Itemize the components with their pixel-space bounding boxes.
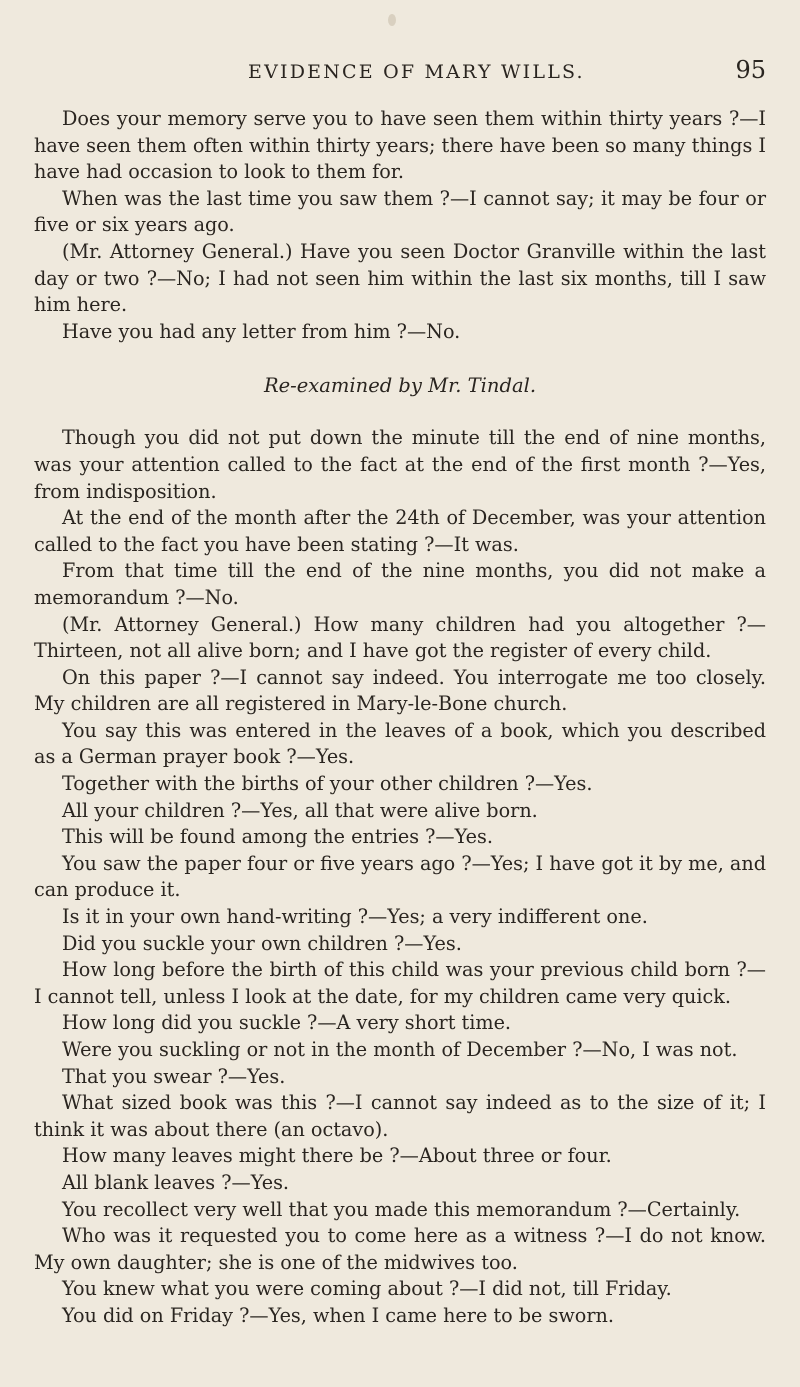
ink-speck	[388, 14, 396, 26]
paragraph: All your children ?—Yes, all that were alive born.	[62, 798, 538, 822]
paragraph: Though you did not put down the minute till the end of nine months, was your attention called to the fact at the end of the first month ?—Yes, from indisposition.	[34, 426, 766, 503]
paragraph: You say this was entered in the leaves of a book, which you described as a German prayer book ?—Yes.	[34, 718, 766, 769]
paragraph: You saw the paper four or five years ago ?—Yes; I have got it by me, and can produce it.	[34, 851, 766, 902]
paragraph: On this paper ?—I cannot say indeed. You interrogate me too closely. My children are all registered in Mary-le-Bone church.	[34, 665, 766, 716]
paragraph: How long before the birth of this child was your previous child born ?—I cannot tell, unless I look at the date, for my children came very quick.	[34, 958, 766, 1008]
page-number: 95	[735, 56, 766, 84]
page-header	[34, 56, 766, 84]
paragraph: All blank leaves ?—Yes.	[62, 1170, 290, 1194]
paragraph: Who was it requested you to come here as a witness ?—I do not know. My own daughter; she is one of the midwives too.	[34, 1224, 766, 1274]
testimony-block-2	[34, 425, 766, 1329]
paragraph: At the end of the month after the 24th of December, was your attention called to the fact you have been stating ?—It was.	[34, 506, 766, 556]
paragraph: Is it in your own hand-writing ?—Yes; a very indifferent one.	[62, 905, 648, 929]
running-title: EVIDENCE OF MARY WILLS.	[248, 61, 585, 83]
paragraph: When was the last time you saw them ?—I cannot say; it may be four or five or six years ago.	[34, 186, 766, 237]
paragraph: How many leaves might there be ?—About three or four.	[62, 1144, 612, 1168]
paragraph: Did you suckle your own children ?—Yes.	[62, 931, 462, 955]
paragraph: You did on Friday ?—Yes, when I came here to be sworn.	[62, 1303, 614, 1327]
paragraph: You recollect very well that you made this memorandum ?—Certainly.	[62, 1197, 741, 1221]
section-heading: Re-examined by Mr. Tindal.	[263, 374, 537, 398]
paragraph: (Mr. Attorney General.) How many children had you altogether ?—Thirteen, not all alive born; and I have got the register of every child.	[34, 612, 766, 663]
paragraph: Have you had any letter from him ?—No.	[62, 319, 461, 343]
paragraph: What sized book was this ?—I cannot say indeed as to the size of it; I think it was about there (an octavo).	[34, 1091, 766, 1141]
paragraph: (Mr. Attorney General.) Have you seen Doctor Granville within the last day or two ?—No; I had not seen him within the last six months, till I saw him here.	[34, 239, 766, 317]
testimony-block-1	[34, 106, 766, 345]
paragraph: Together with the births of your other children ?—Yes.	[62, 772, 593, 796]
paragraph: This will be found among the entries ?—Yes.	[62, 825, 493, 849]
paragraph: From that time till the end of the nine months, you did not make a memorandum ?—No.	[34, 559, 766, 609]
paragraph: Were you suckling or not in the month of December ?—No, I was not.	[62, 1038, 738, 1061]
paragraph: Does your memory serve you to have seen them within thirty years ?—I have seen them often within thirty years; there have been so many things I have had occasion to look to them for.	[34, 107, 766, 184]
paragraph: How long did you suckle ?—A very short time.	[62, 1011, 512, 1035]
paragraph: That you swear ?—Yes.	[62, 1064, 286, 1088]
paragraph: You knew what you were coming about ?—I did not, till Friday.	[62, 1277, 672, 1301]
